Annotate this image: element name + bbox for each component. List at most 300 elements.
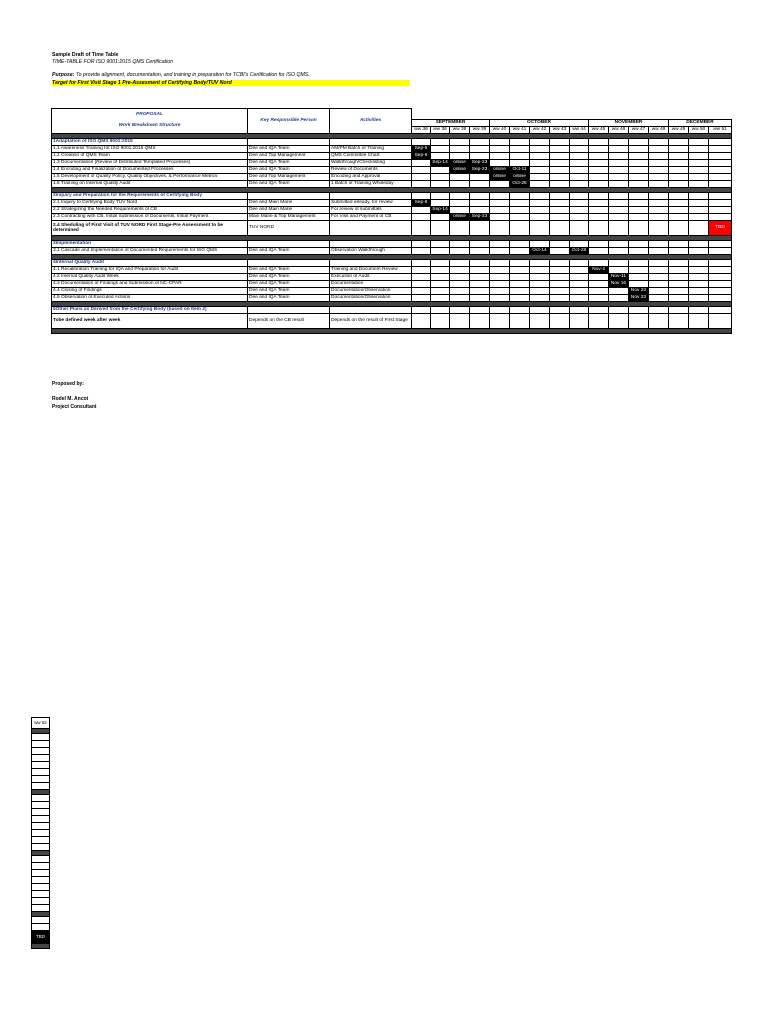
- month-december: DECEMBER: [669, 119, 732, 126]
- activity-cell: Submitted already, for review: [330, 199, 412, 206]
- schedule-mark: online: [490, 173, 510, 180]
- page-subtitle: TIME-TABLE FOR ISO 9001:2015 QMS Certification: [52, 59, 173, 65]
- schedule-cell: [669, 206, 689, 213]
- schedule-cell: [530, 213, 550, 220]
- schedule-cell: [570, 145, 589, 152]
- schedule-cell: [470, 152, 490, 159]
- responsible-cell: Dee and IQA Team: [248, 266, 330, 273]
- overflow-cell: [31, 924, 50, 931]
- schedule-cell: [689, 180, 709, 187]
- schedule-cell: [510, 152, 530, 159]
- overflow-cell: [31, 783, 50, 790]
- activity-cell: [330, 220, 412, 235]
- overflow-cell: [31, 891, 50, 898]
- week-header: ww 47: [629, 126, 649, 133]
- empty-cell: [431, 259, 450, 266]
- schedule-cell: [470, 273, 490, 280]
- schedule-cell: [412, 287, 431, 294]
- empty-cell: [510, 240, 530, 247]
- empty-cell: [330, 240, 412, 247]
- schedule-mark: online: [510, 173, 530, 180]
- schedule-cell: [412, 213, 431, 220]
- empty-cell: [589, 240, 609, 247]
- schedule-cell: [450, 313, 470, 328]
- empty-cell: [550, 138, 570, 145]
- schedule-mark: Oct-11: [510, 166, 530, 173]
- schedule-cell: [669, 280, 689, 287]
- schedule-cell: [609, 173, 629, 180]
- schedule-cell: [431, 213, 450, 220]
- schedule-cell: [669, 159, 689, 166]
- month-september: SEPTEMBER: [412, 119, 490, 126]
- schedule-cell: [431, 266, 450, 273]
- schedule-cell: [550, 180, 570, 187]
- empty-cell: [669, 240, 689, 247]
- schedule-cell: [629, 206, 649, 213]
- schedule-cell: [589, 247, 609, 254]
- empty-cell: [450, 240, 470, 247]
- responsible-cell: Dee and IQA Team: [248, 294, 330, 301]
- schedule-cell: [689, 173, 709, 180]
- schedule-cell: [669, 287, 689, 294]
- schedule-cell: [431, 287, 450, 294]
- schedule-cell: [412, 247, 431, 254]
- schedule-cell: [550, 159, 570, 166]
- schedule-cell: [530, 166, 550, 173]
- page-title: Sample Draft of Time Table: [52, 52, 119, 58]
- schedule-cell: [629, 220, 649, 235]
- schedule-cell: [431, 199, 450, 206]
- schedule-cell: [550, 173, 570, 180]
- responsible-cell: Dee and Main Marie: [248, 199, 330, 206]
- responsible-header: Key Responsible Person: [248, 109, 330, 134]
- activity-cell: Review of Documents: [330, 166, 412, 173]
- wbs-cell: 1.6 Training on Internal Quality Audit: [52, 180, 248, 187]
- overflow-cell: [31, 877, 50, 884]
- week-header: ww 40: [490, 126, 510, 133]
- overflow-separator: [31, 944, 50, 949]
- empty-cell: [248, 192, 330, 199]
- empty-cell: [550, 259, 570, 266]
- separator: [52, 328, 732, 333]
- table-row: [52, 173, 732, 180]
- empty-cell: [649, 192, 669, 199]
- schedule-cell: [669, 273, 689, 280]
- schedule-cell: [490, 220, 510, 235]
- empty-cell: [530, 259, 550, 266]
- schedule-cell: [609, 287, 629, 294]
- schedule-cell: [490, 206, 510, 213]
- section-title: 2Inquiry and Preparation for the Requirements of Certifying Body: [52, 192, 248, 199]
- schedule-cell: [510, 206, 530, 213]
- schedule-mark: Oct-26: [510, 180, 530, 187]
- schedule-cell: [589, 152, 609, 159]
- schedule-mark: Nov-11: [609, 273, 629, 280]
- schedule-cell: [570, 213, 589, 220]
- month-october: OCTOBER: [490, 119, 589, 126]
- empty-cell: [629, 192, 649, 199]
- schedule-cell: [431, 180, 450, 187]
- schedule-mark: online: [450, 166, 470, 173]
- empty-cell: [669, 306, 689, 313]
- empty-cell: [689, 259, 709, 266]
- schedule-cell: [689, 220, 709, 235]
- schedule-cell: [550, 247, 570, 254]
- schedule-cell: [609, 220, 629, 235]
- week-header: ww 39: [470, 126, 490, 133]
- schedule-cell: [709, 213, 732, 220]
- empty-cell: [709, 138, 732, 145]
- empty-cell: [248, 259, 330, 266]
- schedule-cell: [689, 247, 709, 254]
- schedule-cell: [550, 145, 570, 152]
- empty-cell: [470, 138, 490, 145]
- schedule-cell: [470, 287, 490, 294]
- schedule-cell: [669, 213, 689, 220]
- schedule-cell: [629, 273, 649, 280]
- overflow-cell: [31, 856, 50, 863]
- schedule-cell: [609, 213, 629, 220]
- schedule-cell: [570, 273, 589, 280]
- schedule-cell: [490, 266, 510, 273]
- schedule-cell: [530, 273, 550, 280]
- schedule-cell: [450, 206, 470, 213]
- schedule-cell: [629, 152, 649, 159]
- overflow-cell: [31, 755, 50, 762]
- schedule-cell: [510, 247, 530, 254]
- wbs-header: Work Breakdown Structure: [52, 119, 248, 133]
- activity-cell: Documentation/Observation: [330, 287, 412, 294]
- schedule-cell: [649, 173, 669, 180]
- empty-cell: [689, 192, 709, 199]
- schedule-cell: [689, 159, 709, 166]
- schedule-cell: [431, 313, 450, 328]
- schedule-cell: [589, 173, 609, 180]
- table-row: [52, 247, 732, 254]
- schedule-cell: [689, 213, 709, 220]
- empty-cell: [490, 138, 510, 145]
- responsible-cell: Dee and Top Management: [248, 152, 330, 159]
- empty-cell: [629, 138, 649, 145]
- overflow-cell: [31, 830, 50, 837]
- schedule-cell: [510, 266, 530, 273]
- schedule-cell: [629, 313, 649, 328]
- empty-cell: [669, 192, 689, 199]
- responsible-cell: Dee and IQA Team: [248, 247, 330, 254]
- overflow-cell: [31, 802, 50, 809]
- table-row: [52, 280, 732, 287]
- week-header: ww 36: [431, 126, 450, 133]
- empty-cell: [490, 306, 510, 313]
- empty-cell: [510, 306, 530, 313]
- empty-cell: [669, 138, 689, 145]
- schedule-cell: [412, 220, 431, 235]
- schedule-cell: [550, 220, 570, 235]
- empty-cell: [570, 138, 589, 145]
- empty-cell: [629, 306, 649, 313]
- empty-cell: [570, 240, 589, 247]
- table-row: [52, 220, 732, 235]
- proposed-by-label: Proposed by:: [52, 381, 84, 387]
- overflow-cell: [31, 898, 50, 905]
- schedule-cell: [470, 145, 490, 152]
- table-row: [52, 145, 732, 152]
- empty-cell: [530, 240, 550, 247]
- schedule-cell: [431, 280, 450, 287]
- responsible-cell: Dee and IQA Team: [248, 145, 330, 152]
- empty-cell: [550, 306, 570, 313]
- table-row: [52, 294, 732, 301]
- week-header: ww 50: [689, 126, 709, 133]
- schedule-cell: [669, 152, 689, 159]
- proposal-header: PROPOSAL: [52, 109, 248, 120]
- schedule-cell: [609, 247, 629, 254]
- wbs-cell: 1.3 Documentation (Review of Distributed Templated Processes): [52, 159, 248, 166]
- overflow-cell: [31, 769, 50, 776]
- schedule-cell: [689, 145, 709, 152]
- schedule-cell: [689, 266, 709, 273]
- schedule-cell: [510, 213, 530, 220]
- schedule-cell: [510, 294, 530, 301]
- empty-cell: [510, 192, 530, 199]
- schedule-cell: [490, 287, 510, 294]
- schedule-cell: [669, 166, 689, 173]
- schedule-cell: [709, 166, 732, 173]
- schedule-cell: [629, 159, 649, 166]
- activity-cell: Execution of Audit: [330, 273, 412, 280]
- empty-cell: [470, 259, 490, 266]
- week-header: ww 42: [530, 126, 550, 133]
- empty-cell: [248, 306, 330, 313]
- schedule-cell: [550, 313, 570, 328]
- section-row: [52, 192, 732, 199]
- empty-cell: [709, 306, 732, 313]
- empty-cell: [330, 192, 412, 199]
- week-header: ww 48: [649, 126, 669, 133]
- empty-cell: [570, 259, 589, 266]
- schedule-cell: [570, 159, 589, 166]
- schedule-cell: [530, 287, 550, 294]
- schedule-mark: Sep-23: [470, 213, 490, 220]
- schedule-cell: [431, 273, 450, 280]
- wbs-cell: 1.2 Creation of QMS Team: [52, 152, 248, 159]
- week-header: ww 44: [570, 126, 589, 133]
- empty-cell: [470, 240, 490, 247]
- schedule-cell: [570, 294, 589, 301]
- schedule-cell: [669, 247, 689, 254]
- schedule-cell: [589, 199, 609, 206]
- wbs-cell: 3.1 Cascade and Implementation of Documented Requirements for ISO QMS: [52, 247, 248, 254]
- schedule-cell: [470, 294, 490, 301]
- wbs-cell: 4.4 Closing of Findings: [52, 287, 248, 294]
- schedule-cell: [490, 199, 510, 206]
- schedule-cell: [412, 206, 431, 213]
- empty-cell: [510, 259, 530, 266]
- schedule-mark: Oct-14: [530, 247, 550, 254]
- schedule-cell: [689, 280, 709, 287]
- table-row: [52, 206, 732, 213]
- schedule-cell: [450, 266, 470, 273]
- schedule-cell: [530, 280, 550, 287]
- empty-cell: [609, 259, 629, 266]
- schedule-cell: [709, 294, 732, 301]
- schedule-cell: [629, 145, 649, 152]
- schedule-cell: [550, 166, 570, 173]
- responsible-cell: Dee and Top Management: [248, 173, 330, 180]
- empty-cell: [649, 240, 669, 247]
- purpose-label: Purpose:: [52, 72, 75, 78]
- schedule-cell: [450, 247, 470, 254]
- schedule-cell: [709, 247, 732, 254]
- schedule-cell: [709, 313, 732, 328]
- overflow-cell: [31, 795, 50, 802]
- schedule-cell: [649, 206, 669, 213]
- empty-cell: [589, 306, 609, 313]
- empty-cell: [609, 240, 629, 247]
- consultant-name: Rodel M. Ancot: [52, 396, 89, 402]
- schedule-cell: [609, 145, 629, 152]
- schedule-cell: [649, 220, 669, 235]
- schedule-cell: [530, 173, 550, 180]
- header-row-top: [52, 109, 732, 120]
- schedule-cell: [450, 220, 470, 235]
- empty-cell: [490, 240, 510, 247]
- schedule-cell: [530, 199, 550, 206]
- schedule-cell: [629, 180, 649, 187]
- empty-cell: [669, 259, 689, 266]
- schedule-cell: [431, 173, 450, 180]
- schedule-cell: [450, 280, 470, 287]
- wbs-cell: 2.2 Strategizing the Needed Requirements of CB: [52, 206, 248, 213]
- schedule-cell: [609, 159, 629, 166]
- activity-cell: Depends on the result of First Stage: [330, 313, 412, 328]
- empty-cell: [248, 240, 330, 247]
- consultant-role: Project Consultant: [52, 404, 97, 410]
- wbs-cell: 2.4 Sheduling of First Visit of TUV NORD First Stage-Pre Assessment to be determined: [52, 220, 248, 235]
- schedule-cell: [589, 294, 609, 301]
- schedule-cell: [649, 273, 669, 280]
- schedule-cell: [709, 273, 732, 280]
- wbs-cell: Tobe defined week after week: [52, 313, 248, 328]
- activity-cell: 1 Batch of Training Wholeday: [330, 180, 412, 187]
- activity-cell: Observation Walkthrough: [330, 247, 412, 254]
- table-row: [52, 180, 732, 187]
- schedule-cell: [629, 199, 649, 206]
- empty-cell: [550, 192, 570, 199]
- schedule-cell: [609, 294, 629, 301]
- schedule-cell: [550, 152, 570, 159]
- schedule-cell: [470, 206, 490, 213]
- schedule-cell: [689, 199, 709, 206]
- schedule-cell: [550, 266, 570, 273]
- empty-cell: [689, 138, 709, 145]
- empty-cell: [431, 240, 450, 247]
- overflow-cell: [31, 734, 50, 741]
- schedule-cell: [609, 152, 629, 159]
- schedule-mark: Sep-6: [412, 145, 431, 152]
- section-title: 3Implementation: [52, 240, 248, 247]
- section-title: 5Other Plans as Derived from the Certifying Body (based on Item 2): [52, 306, 248, 313]
- overflow-week-header: ww 52: [31, 717, 50, 729]
- wbs-cell: 4.1 Recalibration Training for IQA and Preparation for Audit: [52, 266, 248, 273]
- overflow-cell: [31, 816, 50, 823]
- schedule-cell: [412, 173, 431, 180]
- schedule-cell: [570, 173, 589, 180]
- schedule-cell: [550, 199, 570, 206]
- schedule-cell: [609, 206, 629, 213]
- wbs-cell: 1.5 Development of Quality Policy, Quality Objectives, & Performance Metrics: [52, 173, 248, 180]
- responsible-cell: Dee and IQA Team: [248, 273, 330, 280]
- empty-cell: [450, 259, 470, 266]
- schedule-cell: [689, 287, 709, 294]
- empty-cell: [649, 138, 669, 145]
- schedule-cell: [530, 159, 550, 166]
- schedule-cell: [431, 166, 450, 173]
- overflow-cell: [31, 917, 50, 924]
- empty-cell: [248, 138, 330, 145]
- empty-cell: [450, 306, 470, 313]
- empty-cell: [330, 259, 412, 266]
- schedule-cell: [470, 266, 490, 273]
- schedule-cell: [570, 206, 589, 213]
- schedule-cell: [530, 294, 550, 301]
- schedule-cell: [689, 294, 709, 301]
- schedule-cell: [629, 247, 649, 254]
- schedule-mark: online: [450, 213, 470, 220]
- schedule-cell: [709, 266, 732, 273]
- schedule-mark: Sep-14: [432, 207, 448, 212]
- wbs-cell: 2.1 Inquiry to Certifying Body TUV Nord: [52, 199, 248, 206]
- empty-cell: [431, 192, 450, 199]
- schedule-cell: [431, 247, 450, 254]
- week-header: ww 41: [510, 126, 530, 133]
- schedule-cell: [490, 247, 510, 254]
- overflow-cell: [31, 776, 50, 783]
- schedule-cell: [510, 287, 530, 294]
- schedule-cell: [530, 145, 550, 152]
- activities-header: Activities: [330, 109, 412, 134]
- schedule-cell: [550, 213, 570, 220]
- schedule-cell: [589, 166, 609, 173]
- overflow-cell: [31, 837, 50, 844]
- empty-cell: [609, 192, 629, 199]
- schedule-cell: [609, 266, 629, 273]
- empty-cell: [589, 259, 609, 266]
- wbs-cell: 4.2 Internal Quality Audit Week: [52, 273, 248, 280]
- schedule-cell: [530, 313, 550, 328]
- schedule-mark: Nov 16: [609, 280, 629, 287]
- overflow-cell: [31, 863, 50, 870]
- overflow-cell: [31, 823, 50, 830]
- table-row: [52, 199, 732, 206]
- schedule-cell: [530, 152, 550, 159]
- schedule-cell: [510, 159, 530, 166]
- schedule-cell: [689, 313, 709, 328]
- schedule-cell: [570, 266, 589, 273]
- schedule-cell: [570, 220, 589, 235]
- schedule-cell: [589, 180, 609, 187]
- section-row: [52, 240, 732, 247]
- schedule-cell: [629, 280, 649, 287]
- schedule-mark: Sep-23: [470, 159, 490, 166]
- empty-cell: [589, 192, 609, 199]
- schedule-cell: [589, 273, 609, 280]
- schedule-cell: [510, 220, 530, 235]
- schedule-cell: [589, 213, 609, 220]
- empty-cell: [530, 138, 550, 145]
- activity-cell: Training and Document Review: [330, 266, 412, 273]
- schedule-cell: [490, 180, 510, 187]
